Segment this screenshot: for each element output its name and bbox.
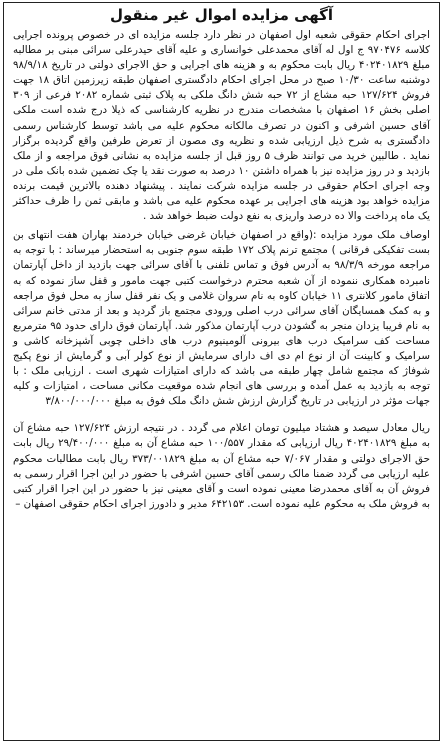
auction-notice: [3, 2, 440, 741]
notice-paragraph-auction-terms: اجرای احکام حقوقی شعبه اول اصفهان در نظر دارد جلسه مزایده ای در خصوص پرونده اجرایی کلاسه ۹۷۰۴۷۶ ج اول له آقای محمدعلی خوانساری و علیه آقای حیدرعلی سرائی مبنی بر مطالبه مبلغ ۴۰۲۴۰۱۸۲۹ ریال بابت محکوم به و هزینه های اجرایی و حق الاجرای دولتی در تاریخ ۹۸/۹/۱۸ دوشنبه ساعت ۱۰/۳۰ صبح در محل اجرای احکام دادگستری اصفهان طبقه زیرزمین اتاق ۱۸ جهت فروش ۱۲۷/۶۲۴ حبه مشاع از ۷۲ حبه شش دانگ ملکی به پلاک ثبتی شماره ۲۰۸۲ فرعی از ۳۰۹ اصلی بخش ۱۶ اصفهان با مشخصات مندرج در نظریه کارشناسی که ذیلا درج شده است ملکی آقای حسین اشرفی و اکنون در تصرف مالکانه محکوم علیه می باشد توسط کارشناس رسمی دادگستری به شرح ذیل ارزیابی شده و نظریه وی مصون از تعرض طرفین واقع گردیده برگزار نماید . طالبین خرید می توانند ظرف ۵ روز قبل از جلسه مزایده به نشانی فوق مراجعه و از ملک بازدید و در روز مزایده نیز با همراه داشتن ۱۰ درصد به صورت نقد یا چک تضمین شده بانک ملی در وجه اجرای احکام حقوقی در جلسه مزایده شرکت نمایند . پیشنهاد دهنده بالاترین قیمت برنده مزایده خواهد بود هزینه های اجرایی بر عهده محکوم علیه می باشد و مابقی ثمن را ظرف حداکثر یک ماه پرداخت والا ده درصد واریزی به نفع دولت ضبط خواهد شد .: [13, 29, 430, 223]
notice-title: آگهی مزایده اموال غیر منقول: [109, 6, 334, 24]
notice-paragraph-property-description: اوصاف ملک مورد مزایده :(واقع در اصفهان خیابان غرضی خیابان خردمند بهاران هفت انتهای بن بست تفکیکی فرقانی ) مجتمع ترنم پلاک ۱۷۲ طبقه سوم جنوبی به استحضار میرساند : با توجه به مراجعه مورخه ۹۸/۳/۹ به آدرس فوق و تماس تلفنی با آقای سرائی جهت بازدید از داخل آپارتمان نامبرده همکاری ننموده از آن شعبه محترم درخواست کتبی جهت مامور و قفل ساز نموده که به اتفاق مامور کلانتری ۱۱ خیابان کاوه به نام سروان غلامی و یک نفر قفل ساز به محل فوق مراجعه و به کمک همسایگان آقای سرائی درب اصلی ورودی مجتمع باز گردید و بعد از مدتی خانم سرائی به نام فریبا یزدان منجر به گشودن درب آپارتمان مذکور شد. آپارتمان فوق دارای حدود ۹۵ مترمربع مساحت کف سرامیک درب های بیرونی آلومینیوم درب های داخلی چوبی آشپزخانه کاشی و سرامیک و کابینت آن از نوع ام دی اف دارای سرمایش از نوع کولر آبی و گرمایش از نوع پکیج شوفاژ که مجتمع شامل چهار طبقه می باشد که دارای امتیازات شهری است . ارزیابی ملک : با توجه به بازدید به عمل آمده و بررسی های انجام شده موقعیت مکانی مساحت ، امتیازات و کلیه جهات مؤثر در ارزیابی در تاریخ گزارش ارزش شش دانگ ملک فوق به مبلغ ۳/۸۰۰/۰۰۰/۰۰۰: [13, 229, 430, 408]
notice-paragraph-valuation: ریال معادل سیصد و هشتاد میلیون تومان اعلام می گردد . در نتیجه ارزش ۱۲۷/۶۲۴ حبه مشاع آن به مبلغ ۴۰۲۴۰۱۸۲۹ ریال ارزیابی که مقدار ۱۰۰/۵۵۷ حبه مشاع آن به مبلغ ۲۹/۴۰۰/۰۰۰ ریال بابت حق الاجرای دولتی و مقدار ۷/۰۶۷ حبه مشاع آن به مبلغ ۳۷۳/۰۰۱۸۲۹ ریال بابت مطالبات محکوم علیه ارزیابی می گردد ضمنا مالک رسمی آقای حسین اشرفی با حضور در این اجرا اقرار رسمی به فروش آن به آقای محمدرضا معینی نموده است و آقای معینی نیز با حضور در این اجرا اقرار کتبی به فروش ملک به محکوم علیه نموده است. ۶۴۲۱۵۳ مدیر و دادورز اجرای احکام حقوقی اصفهان –: [13, 422, 431, 510]
